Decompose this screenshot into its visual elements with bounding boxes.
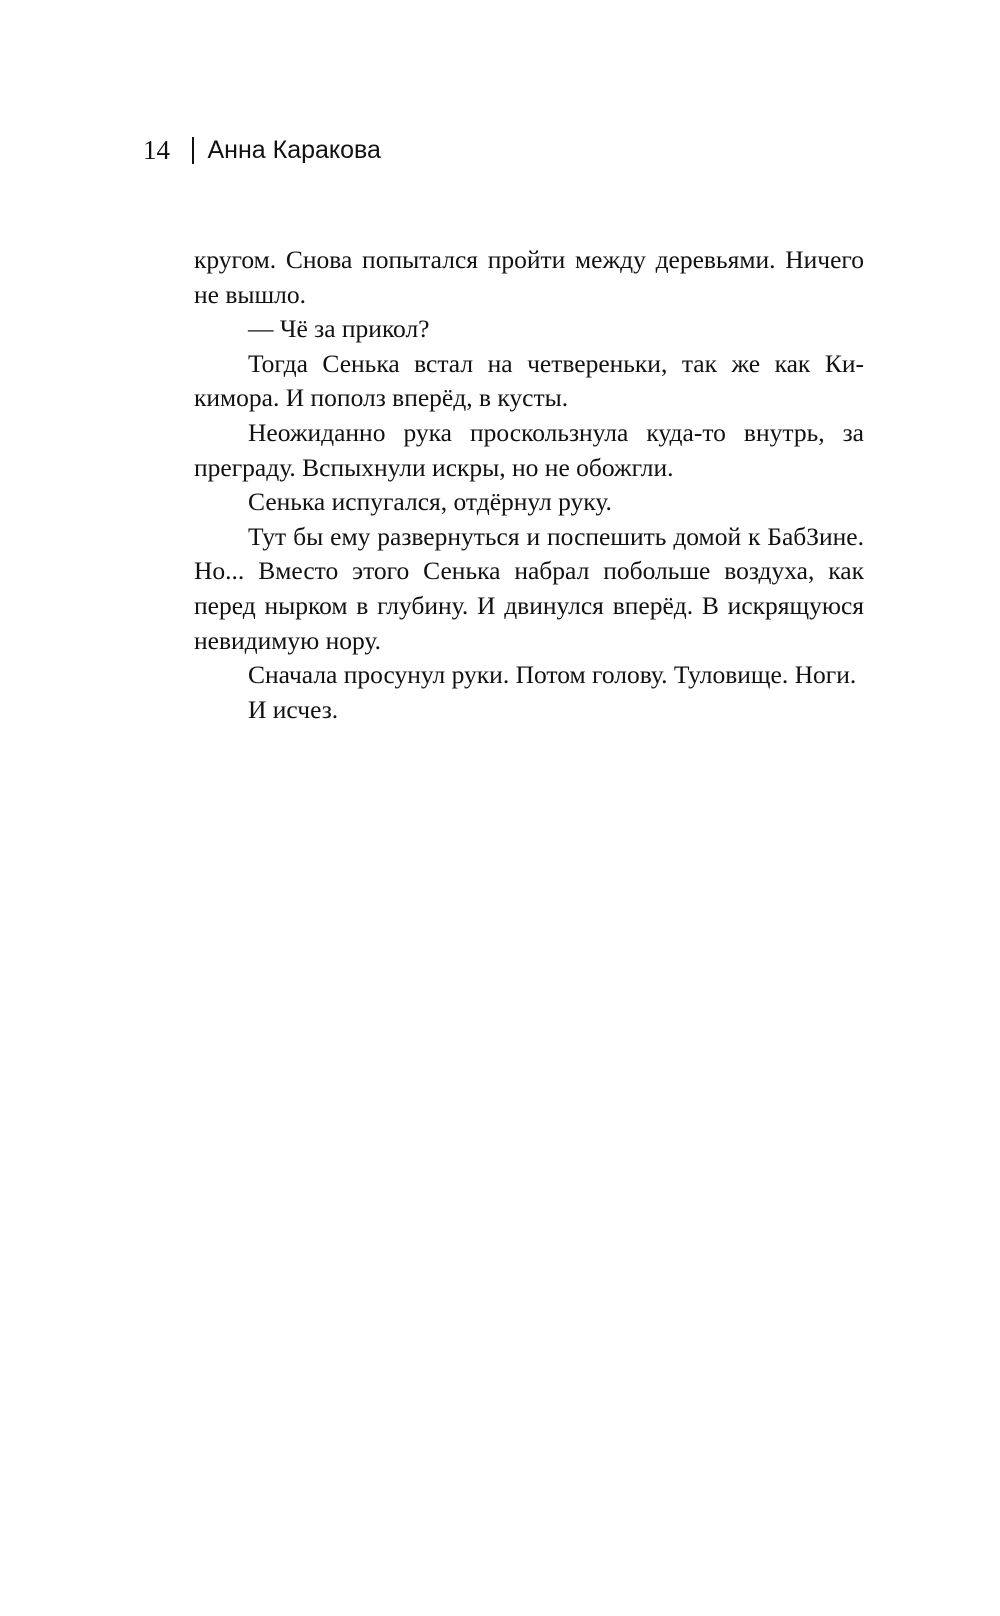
paragraph-1: кругом. Снова попытался пройти между деревьями. Ничего не вышло. [194,245,864,309]
running-head [143,132,381,168]
paragraph-2: — Чё за прикол? [248,314,430,344]
paragraph-5: Сенька испугался, отдёрнул руку. [248,487,612,517]
page-number: 14 [143,135,170,165]
paragraph-4: Неожиданно рука проскользнула куда-то внутрь, за преграду. Вспыхнули искры, но не обожгли. [194,417,864,482]
book-author: Анна Каракова [207,136,381,164]
paragraph-3: Тогда Сенька встал на четвереньки, так же как Кикимора. И пополз вперёд, в кусты. [194,348,864,413]
header-divider [192,137,194,164]
paragraph-6: Тут бы ему развернуться и поспешить домой к БабЗине. Но... Вместо этого Сенька набрал побольше воздуха, как перед нырком в глубину. И двинулся вперёд. В искрящуюся невидимую нору. [194,521,864,655]
paragraph-8: И исчез. [248,694,339,724]
body-text [194,243,864,727]
paragraph-7: Сначала просунул руки. Потом голову. Туловище. Ноги. [248,660,857,690]
